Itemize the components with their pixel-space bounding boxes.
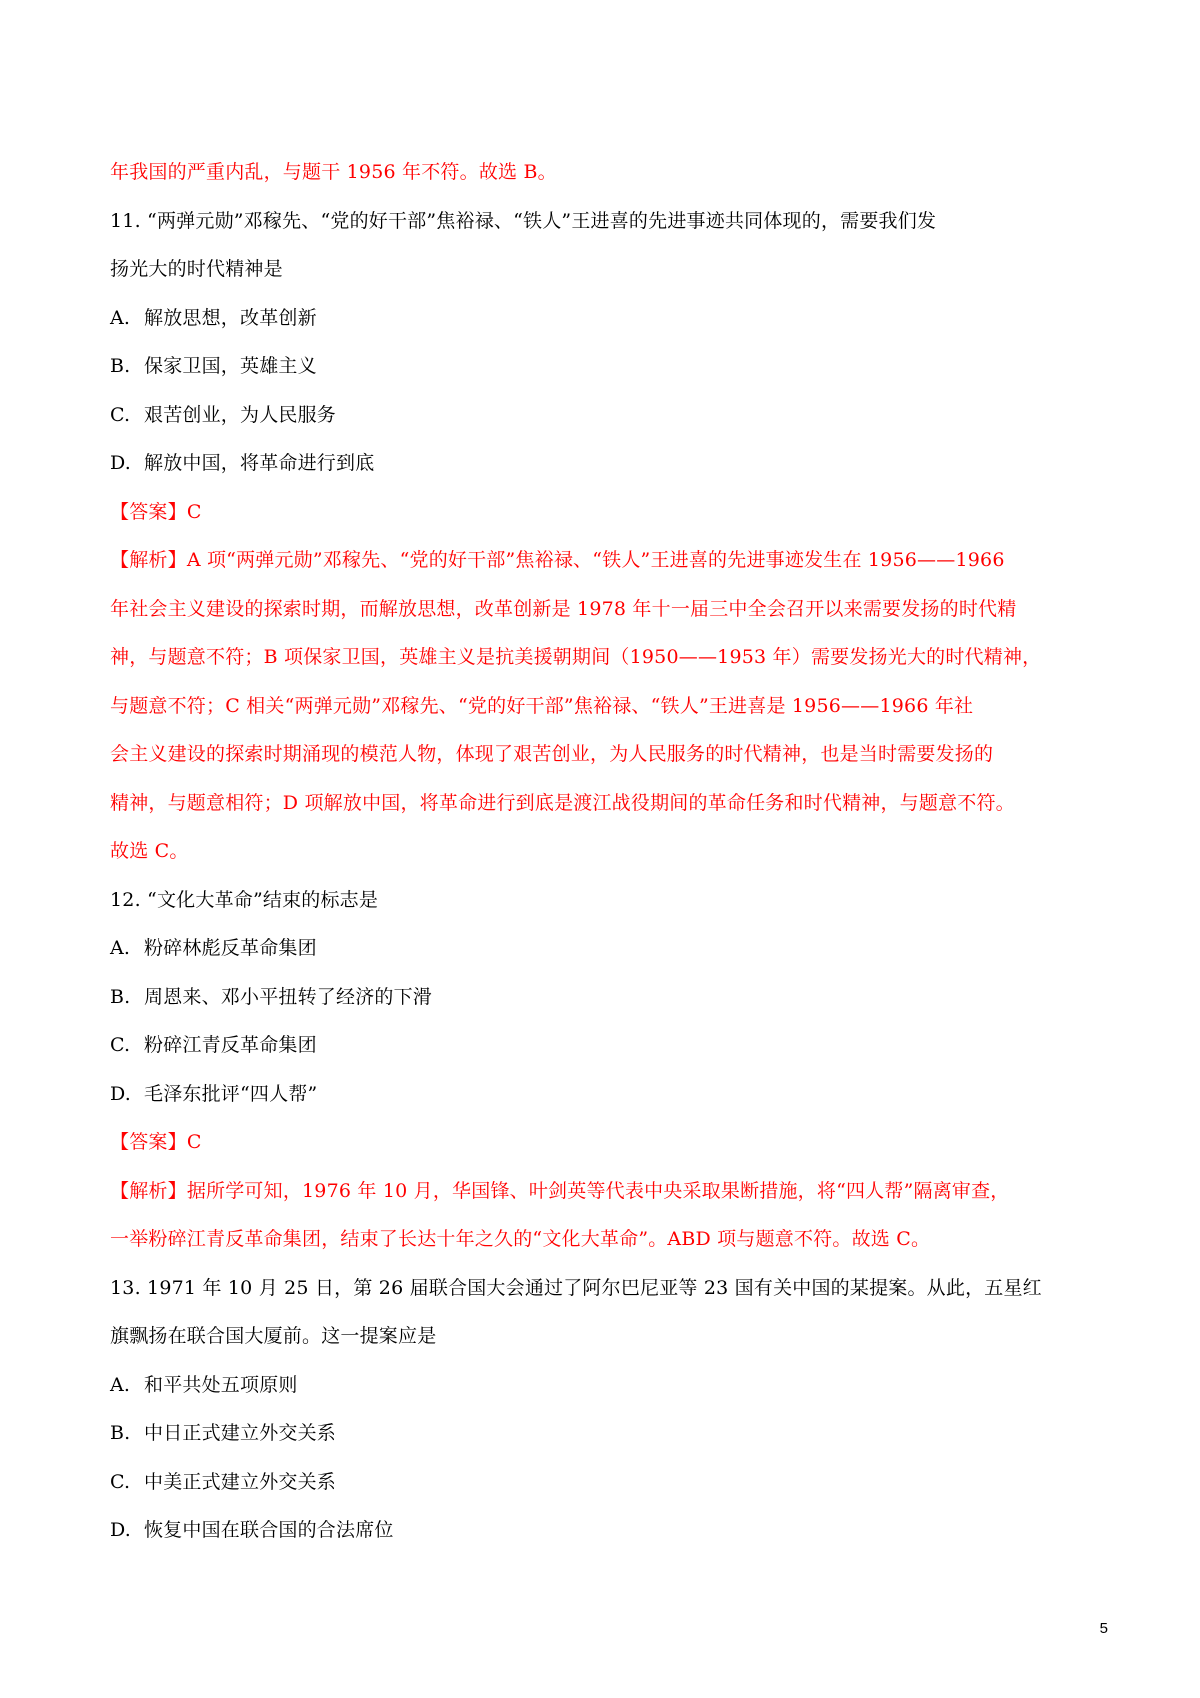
option-text: 粉碎林彪反革命集团 bbox=[144, 937, 317, 959]
analysis-line: 故选 C。 bbox=[110, 840, 189, 862]
page-content bbox=[110, 148, 1104, 1555]
question-12-answer bbox=[110, 1118, 1104, 1167]
analysis-text: A 项“两弹元勋”邓稼先、“党的好干部”焦裕禄、“铁人”王进喜的先进事迹发生在 1956——1966 bbox=[186, 549, 1005, 571]
question-11 bbox=[110, 197, 1104, 876]
question-13-option-d bbox=[110, 1506, 1104, 1555]
option-letter: A. bbox=[110, 937, 131, 959]
question-11-option-a bbox=[110, 294, 1104, 343]
option-letter: B. bbox=[110, 355, 131, 377]
analysis-line: 与题意不符；C 相关“两弹元勋”邓稼先、“党的好干部”焦裕禄、“铁人”王进喜是 1956——1966 年社 bbox=[110, 694, 974, 717]
question-11-analysis bbox=[110, 536, 1104, 876]
answer-value: C bbox=[186, 500, 202, 523]
question-13-option-a bbox=[110, 1361, 1104, 1410]
option-text: 和平共处五项原则 bbox=[144, 1373, 298, 1396]
question-11-option-b bbox=[110, 342, 1104, 391]
analysis-label: 【解析】 bbox=[110, 549, 187, 571]
option-letter: C. bbox=[110, 1034, 131, 1056]
question-12 bbox=[110, 876, 1104, 1264]
question-13 bbox=[110, 1264, 1104, 1555]
option-text: 中日正式建立外交关系 bbox=[144, 1422, 337, 1444]
question-13-stem-line-2: 旗飘扬在联合国大厦前。这一提案应是 bbox=[110, 1325, 437, 1347]
question-11-answer bbox=[110, 488, 1104, 537]
analysis-line: 会主义建设的探索时期涌现的模范人物，体现了艰苦创业，为人民服务的时代精神，也是当时需要发扬的 bbox=[110, 743, 994, 765]
analysis-line bbox=[110, 1167, 1104, 1216]
option-text: 恢复中国在联合国的合法席位 bbox=[144, 1519, 394, 1541]
option-letter: B. bbox=[110, 1422, 131, 1444]
analysis-line: 神，与题意不符；B 项保家卫国，英雄主义是抗美援朝期间（1950——1953 年）需要发扬光大的时代精神， bbox=[110, 646, 1042, 668]
analysis-line bbox=[110, 536, 1104, 585]
question-12-option-c bbox=[110, 1021, 1104, 1070]
question-12-option-a bbox=[110, 924, 1104, 973]
option-text: 粉碎江青反革命集团 bbox=[144, 1034, 317, 1056]
question-13-option-c bbox=[110, 1458, 1104, 1507]
option-letter: B. bbox=[110, 985, 131, 1008]
option-text: 中美正式建立外交关系 bbox=[144, 1470, 337, 1493]
option-text: 毛泽东批评“四人帮” bbox=[144, 1082, 318, 1105]
analysis-line: 一举粉碎江青反革命集团，结束了长达十年之久的“文化大革命”。ABD 项与题意不符。故选 C。 bbox=[110, 1228, 931, 1250]
option-text: 解放中国，将革命进行到底 bbox=[144, 452, 375, 474]
question-11-option-d bbox=[110, 439, 1104, 488]
option-text: 解放思想，改革创新 bbox=[144, 306, 317, 329]
question-12-stem: 12. “文化大革命”结束的标志是 bbox=[110, 888, 379, 911]
answer-value: C bbox=[186, 1131, 202, 1153]
previous-analysis-continuation: 年我国的严重内乱，与题干 1956 年不符。故选 B。 bbox=[110, 161, 557, 183]
question-12-analysis bbox=[110, 1167, 1104, 1264]
question-12-option-b bbox=[110, 973, 1104, 1022]
option-letter: C. bbox=[110, 403, 131, 426]
page-number: 5 bbox=[1099, 1620, 1108, 1637]
option-text: 周恩来、邓小平扭转了经济的下滑 bbox=[144, 985, 433, 1008]
option-text: 保家卫国，英雄主义 bbox=[144, 355, 317, 377]
question-12-option-d bbox=[110, 1070, 1104, 1119]
answer-label: 【答案】 bbox=[110, 500, 187, 523]
question-13-option-b bbox=[110, 1409, 1104, 1458]
option-letter: C. bbox=[110, 1470, 131, 1493]
option-letter: D. bbox=[110, 1519, 131, 1541]
question-11-stem-line-2: 扬光大的时代精神是 bbox=[110, 258, 283, 280]
analysis-text: 据所学可知，1976 年 10 月，华国锋、叶剑英等代表中央采取果断措施，将“四人帮”隔离审查， bbox=[186, 1179, 1010, 1202]
option-letter: D. bbox=[110, 1082, 131, 1105]
option-letter: A. bbox=[110, 306, 131, 329]
analysis-line: 年社会主义建设的探索时期，而解放思想，改革创新是 1978 年十一届三中全会召开以来需要发扬的时代精 bbox=[110, 597, 1017, 620]
option-letter: D. bbox=[110, 452, 131, 474]
option-text: 艰苦创业，为人民服务 bbox=[144, 403, 337, 426]
analysis-line: 精神，与题意相符；D 项解放中国，将革命进行到底是渡江战役期间的革命任务和时代精神，与题意不符。 bbox=[110, 791, 1015, 814]
question-11-option-c bbox=[110, 391, 1104, 440]
question-11-stem-line-1: 11. “两弹元勋”邓稼先、“党的好干部”焦裕禄、“铁人”王进喜的先进事迹共同体现的，需要我们发 bbox=[110, 209, 937, 232]
answer-label: 【答案】 bbox=[110, 1131, 187, 1153]
question-13-stem-line-1: 13. 1971 年 10 月 25 日，第 26 届联合国大会通过了阿尔巴尼亚等 23 国有关中国的某提案。从此，五星红 bbox=[110, 1276, 1042, 1299]
option-letter: A. bbox=[110, 1373, 131, 1396]
analysis-label: 【解析】 bbox=[110, 1179, 187, 1202]
